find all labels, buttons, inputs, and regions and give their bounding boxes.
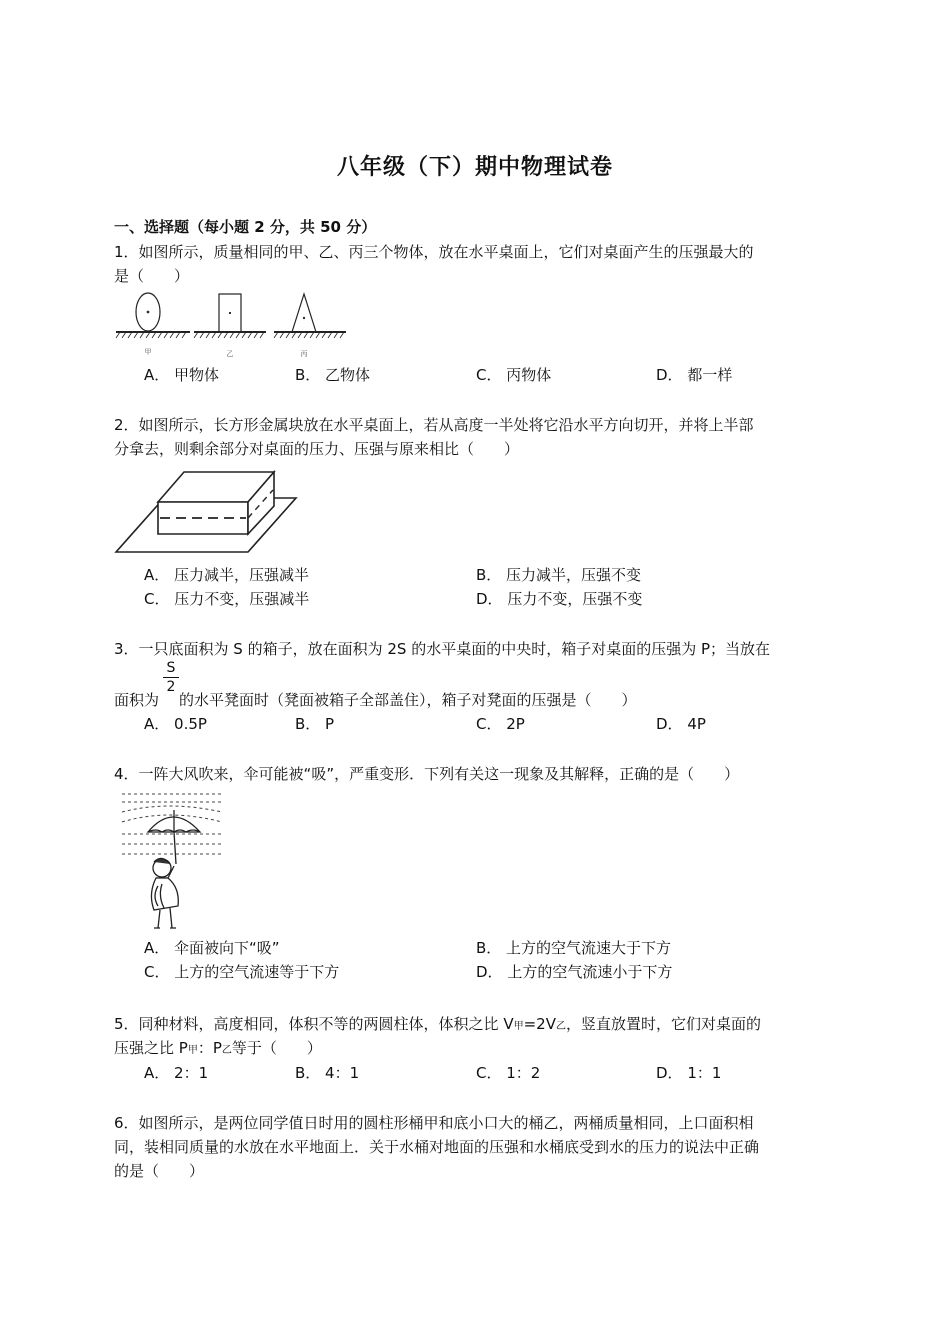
- q1-fig-label-bing: 丙: [300, 350, 308, 358]
- q3-fraction: [163, 660, 179, 695]
- q4-figure: [118, 788, 228, 936]
- q4-stem-line1: 4．一阵大风吹来，伞可能被“吸”，严重变形．下列有关这一现象及其解释，正确的是（ ）: [114, 765, 740, 783]
- q2-stem-line2: 分拿去，则剩余部分对桌面的压力、压强与原来相比（ ）: [114, 440, 520, 458]
- q1-option-b[interactable]: B． 乙物体: [295, 366, 371, 384]
- q2-option-a[interactable]: A． 压力减半，压强减半: [144, 566, 310, 584]
- q3-stem-line1: 3．一只底面积为 S 的箱子，放在面积为 2S 的水平桌面的中央时，箱子对桌面的压强为 P；当放在: [114, 640, 771, 658]
- q3-option-b[interactable]: B． P: [295, 715, 335, 733]
- q3-stem-line2-a: 面积为: [114, 691, 160, 709]
- q5-stem-line1: [114, 1012, 761, 1039]
- q5-sub-yi-2: 乙: [221, 1045, 232, 1056]
- q1-figure: [114, 290, 354, 362]
- q5-text-1b: =2V: [523, 1015, 556, 1033]
- q5-option-c[interactable]: C． 1：2: [476, 1064, 541, 1082]
- q4-option-d[interactable]: D． 上方的空气流速小于下方: [476, 963, 673, 981]
- q5-text-1c: ，竖直放置时，它们对桌面的: [565, 1015, 761, 1033]
- q5-option-a[interactable]: A． 2：1: [144, 1064, 209, 1082]
- q2-figure: [114, 466, 298, 556]
- q5-text-2a: 压强之比 P: [114, 1039, 188, 1057]
- q3-option-d[interactable]: D． 4P: [656, 715, 706, 733]
- q1-fig-label-yi: 乙: [226, 350, 234, 358]
- q3-fraction-denominator: 2: [166, 679, 176, 695]
- q5-text-1a: 5．同种材料，高度相同，体积不等的两圆柱体，体积之比 V: [114, 1015, 514, 1033]
- q1-fig-label-jia: 甲: [144, 348, 152, 356]
- q3-option-c[interactable]: C． 2P: [476, 715, 525, 733]
- q5-text-2b: ：P: [197, 1039, 222, 1057]
- q2-stem-line1: 2．如图所示，长方形金属块放在水平桌面上，若从高度一半处将它沿水平方向切开，并将上半部: [114, 416, 754, 434]
- q3-stem-line2-b: 的水平凳面时（凳面被箱子全部盖住），箱子对凳面的压强是（ ）: [179, 691, 637, 709]
- q5-text-2c: 等于（ ）: [231, 1039, 322, 1057]
- q6-stem-line3: 的是（ ）: [114, 1162, 205, 1180]
- q4-option-b[interactable]: B． 上方的空气流速大于下方: [476, 939, 672, 957]
- q4-option-a[interactable]: A． 伞面被向下“吸”: [144, 939, 280, 957]
- q6-stem-line2: 同，装相同质量的水放在水平地面上．关于水桶对地面的压强和水桶底受到水的压力的说法中正确: [114, 1138, 760, 1156]
- q5-option-d[interactable]: D． 1：1: [656, 1064, 722, 1082]
- q1-option-d[interactable]: D． 都一样: [656, 366, 733, 384]
- q1-stem-line1: 1．如图所示，质量相同的甲、乙、丙三个物体，放在水平桌面上，它们对桌面产生的压强最大的: [114, 243, 754, 261]
- q5-stem-line2: [114, 1036, 322, 1063]
- q2-option-c[interactable]: C． 压力不变，压强减半: [144, 590, 310, 608]
- page-title: 八年级（下）期中物理试卷: [336, 155, 613, 180]
- section-heading: 一、选择题（每小题 2 分，共 50 分）: [114, 218, 377, 236]
- q1-stem-line2: 是（ ）: [114, 267, 190, 285]
- q5-sub-jia: 甲: [513, 1021, 524, 1032]
- q3-option-a[interactable]: A． 0.5P: [144, 715, 207, 733]
- q3-fraction-numerator: S: [166, 660, 176, 676]
- q2-option-d[interactable]: D． 压力不变，压强不变: [476, 590, 643, 608]
- q1-option-c[interactable]: C． 丙物体: [476, 366, 552, 384]
- q5-option-b[interactable]: B． 4：1: [295, 1064, 360, 1082]
- q6-stem-line1: 6．如图所示，是两位同学值日时用的圆柱形桶甲和底小口大的桶乙，两桶质量相同，上口面积相: [114, 1114, 754, 1132]
- q5-sub-jia-2: 甲: [187, 1045, 198, 1056]
- fraction-bar: [163, 677, 179, 678]
- q2-option-b[interactable]: B． 压力减半，压强不变: [476, 566, 642, 584]
- q1-option-a[interactable]: A． 甲物体: [144, 366, 220, 384]
- q4-option-c[interactable]: C． 上方的空气流速等于下方: [144, 963, 340, 981]
- q5-sub-yi: 乙: [555, 1021, 566, 1032]
